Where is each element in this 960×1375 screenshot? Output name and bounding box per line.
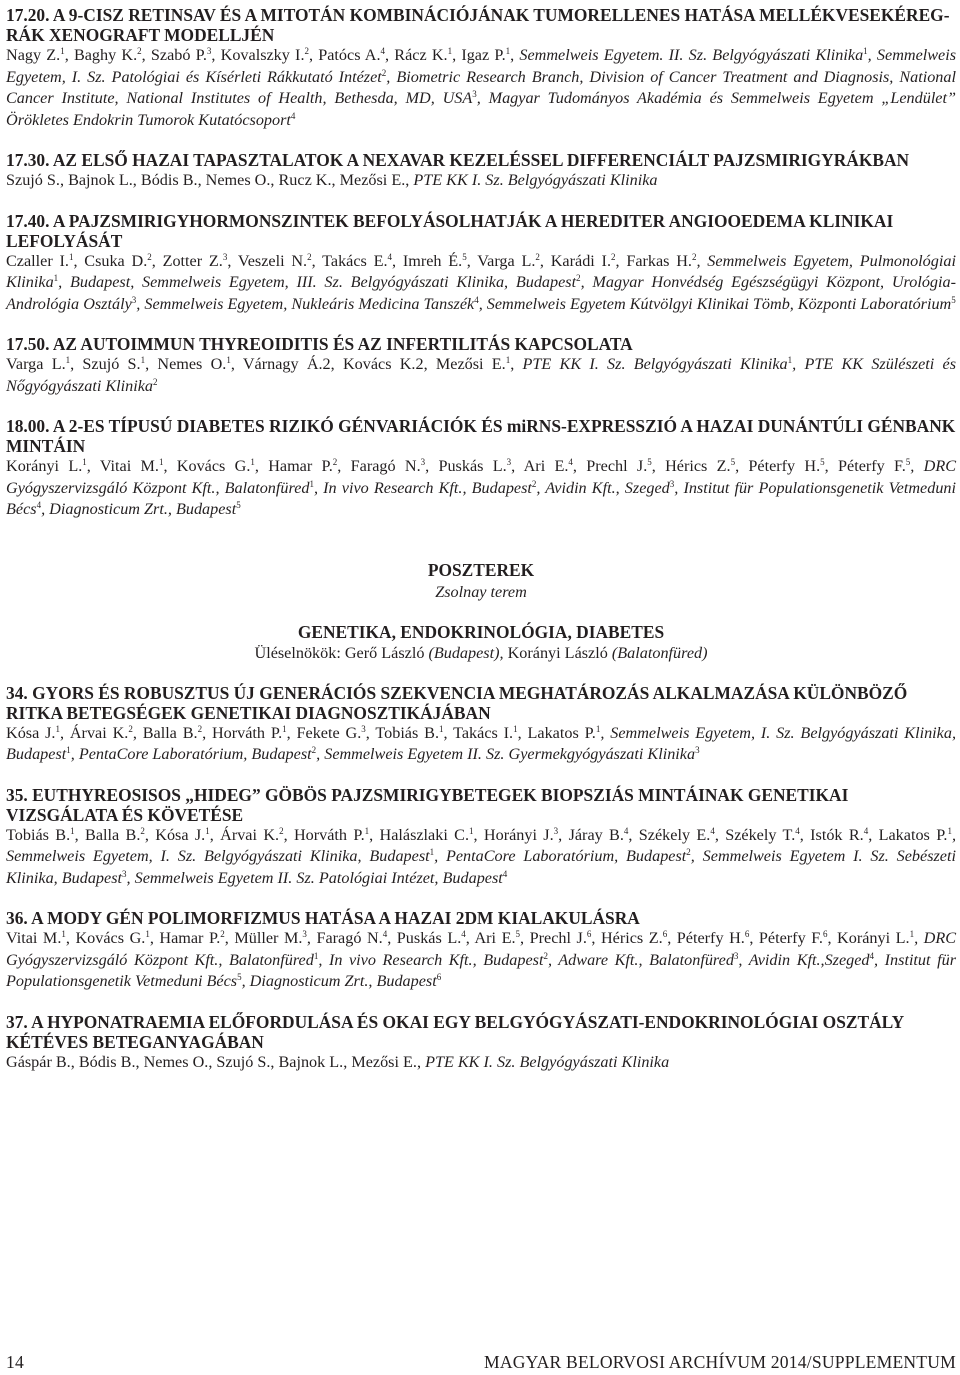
author-text: , Hérics Z. <box>651 457 731 475</box>
affiliation-text: , Diagnosticum Zrt., Budapest <box>241 972 437 990</box>
affiliation-marker: 2 <box>304 46 309 56</box>
author-text: , Igaz P. <box>452 46 506 64</box>
author-text: Vitai M. <box>6 929 62 947</box>
author-text: Gáspár B., Bódis B., Nemes O., Szujó S., Bajnok L., Mezősi E., <box>6 1052 426 1071</box>
affiliation-text: , Semmelweis Egyetem, I. Sz. Belgyógyászati Klinika, Budapest <box>6 723 956 763</box>
journal-name: MAGYAR BELORVOSI ARCHÍVUM 2014/SUPPLEMENTUM <box>483 1352 956 1372</box>
abstract-authors <box>6 928 956 993</box>
affiliation-marker: 2 <box>307 251 312 262</box>
affiliation-marker: 3 <box>472 89 477 99</box>
session-chairs <box>6 643 956 664</box>
affiliation-text: , Semmelweis Egyetem Kútvölgyi Klinikai Tömb, Központi Laboratórium <box>478 294 952 313</box>
author-text: , Várnagy Á.2, Kovács K.2, Mezősi E. <box>230 355 506 373</box>
affiliation-marker: 1 <box>158 457 164 467</box>
author-text: , Péterfy F. <box>824 457 906 475</box>
affiliation-marker: 2 <box>686 847 691 857</box>
author-text: , Horányi J. <box>473 825 554 844</box>
affiliation-marker: 4 <box>502 868 508 879</box>
affiliation-text: , Budapest, Semmelweis Egyetem, III. Sz. Belgyógyászati Klinika, Budapest <box>58 273 577 291</box>
affiliation-marker: 2 <box>543 950 548 961</box>
author-text: , Péterfy H. <box>667 929 745 947</box>
affiliation-text: , Avidin Kft.,Szeged <box>738 950 870 969</box>
author-text: , Tobiás B. <box>365 723 439 742</box>
affiliation-marker: 1 <box>66 745 71 755</box>
author-text: , Zotter Z. <box>151 251 223 270</box>
affiliation-marker: 2 <box>691 251 697 262</box>
affiliation-marker: 5 <box>951 294 956 305</box>
affiliation-marker: 4 <box>869 950 875 961</box>
affiliation-marker: 5 <box>905 457 911 467</box>
abstract-entry <box>6 416 956 521</box>
author-text: , Árvai K. <box>209 825 280 844</box>
author-text: , Rácz K. <box>385 46 448 64</box>
author-text: , Puskás L. <box>387 929 462 947</box>
affiliation-text: , Institut für Populationsgenetik Vetmeduni Bécs <box>6 950 956 990</box>
author-text: Czaller I. <box>6 251 69 270</box>
affiliation-marker: 1 <box>53 273 59 283</box>
affiliation-marker: 1 <box>429 847 435 857</box>
author-text: , Farkas H. <box>615 251 692 270</box>
author-text: , Istók R. <box>799 825 864 844</box>
document-page <box>6 5 956 1073</box>
affiliation-marker: 3 <box>361 723 366 734</box>
author-text: , Imreh É. <box>392 251 463 270</box>
author-text: , Horváth P. <box>283 825 365 844</box>
author-text: Szujó S., Bajnok L., Bódis B., Nemes O., Rucz K., Mezősi E., <box>6 171 414 189</box>
abstract-list-top <box>6 5 956 521</box>
affiliation-text: , Semmelweis Egyetem II. Sz. Gyermekgyógyászati Klinika <box>316 745 696 763</box>
author-text: , Fekete G. <box>286 723 362 742</box>
abstract-title: 17.30. AZ ELSŐ HAZAI TAPASZTALATOK A NEXAVAR KEZELÉSSEL DIFFERENCIÁLT PAJZSMIRIGYRÁKBAN <box>6 150 910 170</box>
affiliation-text: , Institut für Populationsgenetik Vetmeduni Bécs <box>6 478 957 518</box>
poster-heading: POSZTEREK <box>427 559 535 580</box>
abstract-authors <box>6 170 956 192</box>
author-text: , Balla B. <box>74 825 141 844</box>
abstract-title: 34. GYORS ÉS ROBUSZTUS ÚJ GENERÁCIÓS SZEKVENCIA MEGHATÁROZÁS ALKALMAZÁSA KÜLÖNBÖZŐ RITKA BETEGSÉGEK GENETIKAI DIAGNOSZTIKÁJÁBAN <box>6 682 908 723</box>
abstract-entry <box>6 334 956 397</box>
affiliation-marker: 1 <box>250 457 255 467</box>
affiliation-marker: 3 <box>131 294 137 305</box>
affiliation-marker: 2 <box>576 273 581 283</box>
author-text: , Balla B. <box>132 723 198 742</box>
affiliation-marker: 3 <box>733 950 739 961</box>
affiliation-marker: 1 <box>60 46 65 56</box>
poster-room: Zsolnay terem <box>435 582 527 601</box>
abstract-title: 35. EUTHYREOSISOS „HIDEG” GÖBÖS PAJZSMIRIGYBETEGEK BIOPSZIÁS MINTÁINAK GENETIKAI VIZSGÁLATA ÉS KÖVETÉSE <box>6 784 849 825</box>
author-text: , Árvai K. <box>59 723 129 742</box>
affiliation-marker: 3 <box>206 46 212 56</box>
affiliation-text: PTE KK I. Sz. Belgyógyászati Klinika <box>522 355 788 373</box>
affiliation-marker: 5 <box>236 500 241 510</box>
author-text: , Baghy K. <box>64 46 138 64</box>
affiliation-marker: 1 <box>68 251 74 262</box>
abstract-authors <box>6 456 956 521</box>
abstract-entry <box>6 1012 956 1074</box>
affiliation-text: , DRC Gyógyszervizsgáló Központ Kft., Balatonfüred <box>6 457 957 497</box>
affiliation-marker: 1 <box>282 723 287 734</box>
affiliation-text: , PentaCore Laboratórium, Budapest <box>434 847 687 865</box>
affiliation-marker: 2 <box>153 376 158 387</box>
affiliation-marker: 2 <box>611 251 616 262</box>
abstract-authors <box>6 1052 956 1074</box>
affiliation-marker: 1 <box>505 355 511 365</box>
affiliation-marker: 2 <box>147 251 152 262</box>
affiliation-text: , Avidin Kft., Szeged <box>536 478 670 497</box>
affiliation-text: , Semmelweis Egyetem, I. Sz. Belgyógyászati Klinika, Budapest <box>6 825 956 865</box>
affiliation-marker: 2 <box>279 825 284 836</box>
affiliation-marker: 6 <box>436 972 442 982</box>
affiliation-marker: 1 <box>309 478 314 489</box>
author-text: , Lakatos P. <box>517 723 596 742</box>
chair1-place: (Budapest), <box>428 643 504 662</box>
affiliation-marker: 3 <box>695 745 700 755</box>
author-text: , Péterfy H. <box>735 457 821 475</box>
affiliation-marker: 5 <box>462 251 467 262</box>
affiliation-marker: 1 <box>313 950 319 961</box>
author-text: , Karádi I. <box>539 251 611 270</box>
affiliation-text: , Magyar Tudományos Akadémia és Semmelweis Egyetem „Lendület” Örökletes Endokrin Tumorok Kutatócsoport <box>6 89 956 129</box>
author-text: , Csuka D. <box>73 251 148 270</box>
affiliation-marker: 5 <box>515 929 521 939</box>
chairs-label: Üléselnökök: Gerő László <box>254 643 429 662</box>
affiliation-marker: 1 <box>505 46 511 56</box>
affiliation-marker: 1 <box>364 825 370 836</box>
affiliation-marker: 1 <box>863 46 868 56</box>
author-text: , <box>510 355 523 373</box>
affiliation-marker: 6 <box>822 929 828 939</box>
author-text: , Péterfy F. <box>749 929 823 947</box>
affiliation-marker: 1 <box>205 825 210 836</box>
affiliation-marker: 1 <box>145 929 150 939</box>
affiliation-marker: 2 <box>137 46 142 56</box>
author-text: , Patócs A. <box>309 46 381 64</box>
poster-section-header <box>6 559 956 664</box>
author-text: , Takács E. <box>311 251 388 270</box>
affiliation-marker: 1 <box>787 355 793 365</box>
affiliation-marker: 5 <box>647 457 652 467</box>
author-text: , Lakatos P. <box>868 825 948 844</box>
affiliation-marker: 4 <box>710 825 715 836</box>
author-text: , Ari E. <box>465 929 516 947</box>
author-text: Korányi L. <box>6 457 83 475</box>
author-text: , Müller M. <box>224 929 303 947</box>
affiliation-marker: 2 <box>140 825 145 836</box>
affiliation-text: , Adware Kft., Balatonfüred <box>547 950 734 969</box>
author-text: Tobiás B. <box>6 825 71 844</box>
affiliation-text: Semmelweis Egyetem. II. Sz. Belgyógyászati Klinika <box>519 46 864 64</box>
affiliation-marker: 4 <box>290 110 296 121</box>
abstract-authors <box>6 825 956 890</box>
author-text: , Puskás L. <box>425 457 507 475</box>
affiliation-text: , Semmelweis Egyetem, I. Sz. Patológiai és Kísérleti Rákkutató Intézet <box>6 46 957 86</box>
author-text: , Prechl J. <box>572 457 648 475</box>
affiliation-marker: 3 <box>669 478 675 489</box>
affiliation-text: , Semmelweis Egyetem, Nukleáris Medicina Tanszék <box>136 294 475 313</box>
page-footer <box>6 1352 956 1374</box>
affiliation-marker: 4 <box>36 500 42 510</box>
affiliation-marker: 1 <box>226 355 231 365</box>
author-text: , Varga L. <box>466 251 536 270</box>
affiliation-marker: 2 <box>197 723 203 734</box>
affiliation-marker: 3 <box>222 251 228 262</box>
affiliation-marker: 3 <box>302 929 307 939</box>
page-number: 14 <box>6 1352 24 1372</box>
author-text: , Korányi L. <box>827 929 910 947</box>
affiliation-text: , In vivo Research Kft., Budapest <box>313 478 532 497</box>
affiliation-marker: 1 <box>447 46 453 56</box>
abstract-list-bottom <box>6 683 956 1074</box>
affiliation-text: , PentaCore Laboratórium, Budapest <box>70 745 312 763</box>
affiliation-marker: 2 <box>332 457 338 467</box>
affiliation-marker: 4 <box>382 929 388 939</box>
author-text: , Halászlaki C. <box>369 825 470 844</box>
affiliation-marker: 3 <box>506 457 512 467</box>
affiliation-marker: 2 <box>311 745 317 755</box>
affiliation-text: , Semmelweis Egyetem I. Sz. Sebészeti Klinika, Budapest <box>6 847 956 887</box>
author-text: , Prechl J. <box>520 929 587 947</box>
abstract-authors <box>6 45 956 131</box>
author-text: , Kovalszky I. <box>211 46 305 64</box>
affiliation-marker: 1 <box>65 355 71 365</box>
affiliation-marker: 2 <box>128 723 133 734</box>
abstract-title: 18.00. A 2-ES TÍPUSÚ DIABETES RIZIKÓ GÉNVARIÁCIÓK ÉS miRNS-EXPRESSZIÓ A HAZAI DUNÁNTÚLI GÉNBANK MINTÁIN <box>6 416 956 456</box>
affiliation-marker: 1 <box>70 825 75 836</box>
affiliation-text: , In vivo Research Kft., Budapest <box>318 950 544 969</box>
author-text: , Nemes O. <box>145 355 227 373</box>
author-text: , Hamar P. <box>254 457 333 475</box>
affiliation-marker: 3 <box>553 825 559 836</box>
abstract-authors <box>6 354 956 397</box>
affiliation-marker: 2 <box>531 478 537 489</box>
abstract-title: 17.50. AZ AUTOIMMUN THYREOIDITIS ÉS AZ INFERTILITÁS KAPCSOLATA <box>6 334 633 354</box>
affiliation-text: PTE KK I. Sz. Belgyógyászati Klinika <box>413 171 658 189</box>
abstract-entry <box>6 683 956 766</box>
abstract-title: 37. A HYPONATRAEMIA ELŐFORDULÁSA ÉS OKAI EGY BELGYÓGYÁSZATI-ENDOKRINOLÓGIAI OSZTÁLY KÉTÉVES BETEGANYAGÁBAN <box>6 1011 904 1052</box>
abstract-entry <box>6 211 956 316</box>
affiliation-marker: 4 <box>568 457 573 467</box>
affiliation-marker: 4 <box>387 251 393 262</box>
author-text: , Hérics Z. <box>591 929 663 947</box>
affiliation-marker: 2 <box>381 67 387 78</box>
affiliation-marker: 5 <box>237 972 242 982</box>
affiliation-marker: 6 <box>662 929 668 939</box>
author-text: , Járay B. <box>558 825 624 844</box>
author-text: , Kovács G. <box>163 457 251 475</box>
affiliation-marker: 1 <box>947 825 952 836</box>
author-text: , Faragó N. <box>337 457 421 475</box>
affiliation-marker: 2 <box>535 251 540 262</box>
author-text: Kósa J. <box>6 723 56 742</box>
abstract-title: 36. A MODY GÉN POLIMORFIZMUS HATÁSA A HAZAI 2DM KIALAKULÁSRA <box>6 908 640 928</box>
author-text: , Takács I. <box>443 723 514 742</box>
affiliation-marker: 5 <box>820 457 825 467</box>
affiliation-marker: 1 <box>82 457 87 467</box>
affiliation-marker: 1 <box>909 929 915 939</box>
affiliation-marker: 4 <box>474 294 479 305</box>
author-text: , Kósa J. <box>144 825 206 844</box>
affiliation-text: , Biometric Research Branch, Division of Cancer Treatment and Diagnosis, National Cancer Institute, National Institutes of Health, Bethesda, MD, USA <box>6 67 956 107</box>
affiliation-text: , Semmelweis Egyetem II. Sz. Patológiai Intézet, Budapest <box>126 868 503 887</box>
affiliation-marker: 1 <box>61 929 66 939</box>
abstract-title: 17.20. A 9-CISZ RETINSAV ÉS A MITOTÁN KOMBINÁCIÓJÁNAK TUMORELLENES HATÁSA MELLÉKVESEKÉREG-RÁK XENOGRAFT MODELLJÉN <box>6 5 950 45</box>
abstract-entry <box>6 150 956 192</box>
author-text: , Szabó P. <box>141 46 207 64</box>
author-text: , Veszeli N. <box>227 251 308 270</box>
author-text: , Vitai M. <box>86 457 159 475</box>
abstract-title: 17.40. A PAJZSMIRIGYHORMONSZINTEK BEFOLYÁSOLHATJÁK A HEREDITER ANGIOOEDEMA KLINIKAI LEFOLYÁSÁT <box>6 210 894 251</box>
affiliation-marker: 4 <box>380 46 386 56</box>
affiliation-marker: 4 <box>795 825 800 836</box>
abstract-entry <box>6 785 956 890</box>
affiliation-text: PTE KK I. Sz. Belgyógyászati Klinika <box>425 1052 670 1071</box>
affiliation-marker: 1 <box>439 723 444 734</box>
affiliation-marker: 6 <box>744 929 750 939</box>
author-text: , Ari E. <box>511 457 569 475</box>
affiliation-text: , Diagnosticum Zrt., Budapest <box>41 500 237 518</box>
affiliation-marker: 4 <box>863 825 869 836</box>
affiliation-marker: 4 <box>623 825 629 836</box>
affiliation-text: , Semmelweis Egyetem, Pulmonológiai Klinika <box>6 251 956 291</box>
abstract-authors <box>6 723 956 766</box>
affiliation-marker: 6 <box>586 929 592 939</box>
affiliation-marker: 1 <box>469 825 474 836</box>
author-text: , Székely T. <box>714 825 796 844</box>
affiliation-text: , Magyar Honvédség Egészségügyi Központ, Urológia-Andrológia Osztály <box>6 273 957 313</box>
author-text: Nagy Z. <box>6 46 61 64</box>
affiliation-text: , PTE KK Szülészeti és Nőgyógyászati Klinika <box>6 355 956 395</box>
author-text: , Faragó N. <box>306 929 383 947</box>
author-text: , Szujó S. <box>70 355 141 373</box>
author-text: , Hamar P. <box>149 929 221 947</box>
author-text: , Horváth P. <box>202 723 283 742</box>
author-text: , <box>510 46 520 64</box>
affiliation-marker: 2 <box>220 929 225 939</box>
affiliation-marker: 3 <box>122 868 127 879</box>
affiliation-marker: 4 <box>461 929 466 939</box>
affiliation-marker: 1 <box>140 355 146 365</box>
affiliation-text: , DRC Gyógyszervizsgáló Központ Kft., Balatonfüred <box>6 929 957 969</box>
author-text: , Kovács G. <box>65 929 146 947</box>
author-text: , Székely E. <box>628 825 711 844</box>
affiliation-marker: 1 <box>55 723 60 734</box>
affiliation-marker: 1 <box>595 723 601 734</box>
affiliation-marker: 1 <box>513 723 518 734</box>
abstract-entry <box>6 5 956 131</box>
chair2-name: Korányi László <box>503 643 612 662</box>
affiliation-marker: 3 <box>420 457 426 467</box>
chair2-place: (Balatonfüred) <box>611 643 708 662</box>
poster-topic: GENETIKA, ENDOKRINOLÓGIA, DIABETES <box>297 621 665 642</box>
abstract-entry <box>6 908 956 993</box>
affiliation-marker: 5 <box>730 457 736 467</box>
abstract-authors <box>6 251 956 316</box>
author-text: Varga L. <box>6 355 66 373</box>
